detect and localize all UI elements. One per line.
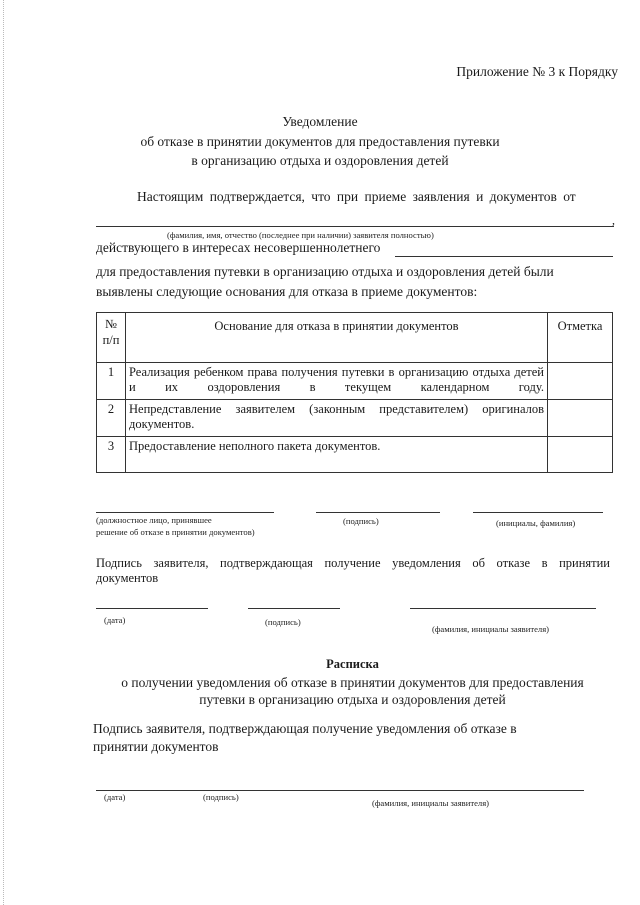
header-reason: Основание для отказа в принятии документов: [126, 313, 548, 363]
receipt-confirm-line2: принятии документов: [93, 739, 219, 754]
intro-text: Настоящим подтверждается, что при приеме заявления и документов от: [137, 189, 576, 204]
applicant-date-line: [96, 608, 208, 609]
appendix-label: Приложение № 3 к Порядку: [456, 64, 618, 79]
header-mark: Отметка: [548, 313, 613, 363]
applicant-name-caption: (фамилия, инициалы заявителя): [432, 624, 550, 634]
comma-mark: ,: [612, 213, 615, 227]
row-number: 3: [97, 437, 126, 473]
notice-subtitle-line1: об отказе в принятии документов для предоставления путевки: [140, 134, 500, 149]
receipt-date-caption: (дата): [104, 792, 126, 802]
receipt-name-caption: (фамилия, инициалы заявителя): [372, 798, 490, 808]
row-number: 2: [97, 400, 126, 437]
purpose-line1: для предоставления путевки в организацию отдыха и оздоровления детей были: [96, 264, 554, 279]
table-row: [97, 400, 613, 437]
header-number: № п/п: [97, 313, 126, 363]
receipt-confirm-line1: Подпись заявителя, подтверждающая получение уведомления об отказе в: [93, 721, 517, 736]
table-row: [97, 437, 613, 473]
applicant-confirm-line2: документов: [96, 571, 159, 585]
row-mark-cell[interactable]: [548, 400, 613, 437]
applicant-confirm-line1: Подпись заявителя, подтверждающая получение уведомления об отказе в принятии: [96, 556, 610, 570]
row-reason: Реализация ребенком права получения путевки в организацию отдыха детей и их оздоровления в текущем календарном году.: [126, 363, 548, 400]
purpose-line2: выявлены следующие основания для отказа в приеме документов:: [96, 284, 478, 299]
notice-title: Уведомление: [282, 114, 358, 129]
receipt-sign-line: [96, 790, 584, 791]
applicant-date-caption: (дата): [104, 615, 126, 625]
official-caption-line2: решение об отказе в принятии документов): [96, 527, 255, 537]
acting-text: действующего в интересах несовершеннолетнего: [96, 240, 381, 255]
table-row: [97, 363, 613, 400]
applicant-signature-line: [248, 608, 340, 609]
applicant-name-line: [96, 226, 614, 227]
receipt-title: Расписка: [326, 657, 379, 671]
official-line: [96, 512, 274, 513]
notice-subtitle-line2: в организацию отдыха и оздоровления детей: [191, 153, 449, 168]
row-number: 1: [97, 363, 126, 400]
receipt-line2: путевки в организацию отдыха и оздоровления детей: [199, 692, 506, 707]
row-reason: Предоставление неполного пакета документов.: [126, 437, 548, 473]
minor-name-line: [395, 256, 613, 257]
official-signature-line: [316, 512, 440, 513]
official-signature-caption: (подпись): [343, 516, 379, 526]
row-reason: Непредставление заявителем (законным представителем) оригиналов документов.: [126, 400, 548, 437]
applicant-name-sign-line: [410, 608, 596, 609]
table-header-row: [97, 313, 613, 363]
refusal-reasons-table: [96, 312, 613, 473]
applicant-name-caption: (фамилия, имя, отчество (последнее при наличии) заявителя полностью): [167, 230, 434, 240]
official-initials-line: [473, 512, 603, 513]
applicant-signature-caption: (подпись): [265, 617, 301, 627]
receipt-line1: о получении уведомления об отказе в принятии документов для предоставления: [121, 675, 584, 690]
row-mark-cell[interactable]: [548, 363, 613, 400]
receipt-signature-caption: (подпись): [203, 792, 239, 802]
official-initials-caption: (инициалы, фамилия): [496, 518, 576, 528]
official-caption-line1: (должностное лицо, принявшее: [96, 515, 212, 525]
row-mark-cell[interactable]: [548, 437, 613, 473]
